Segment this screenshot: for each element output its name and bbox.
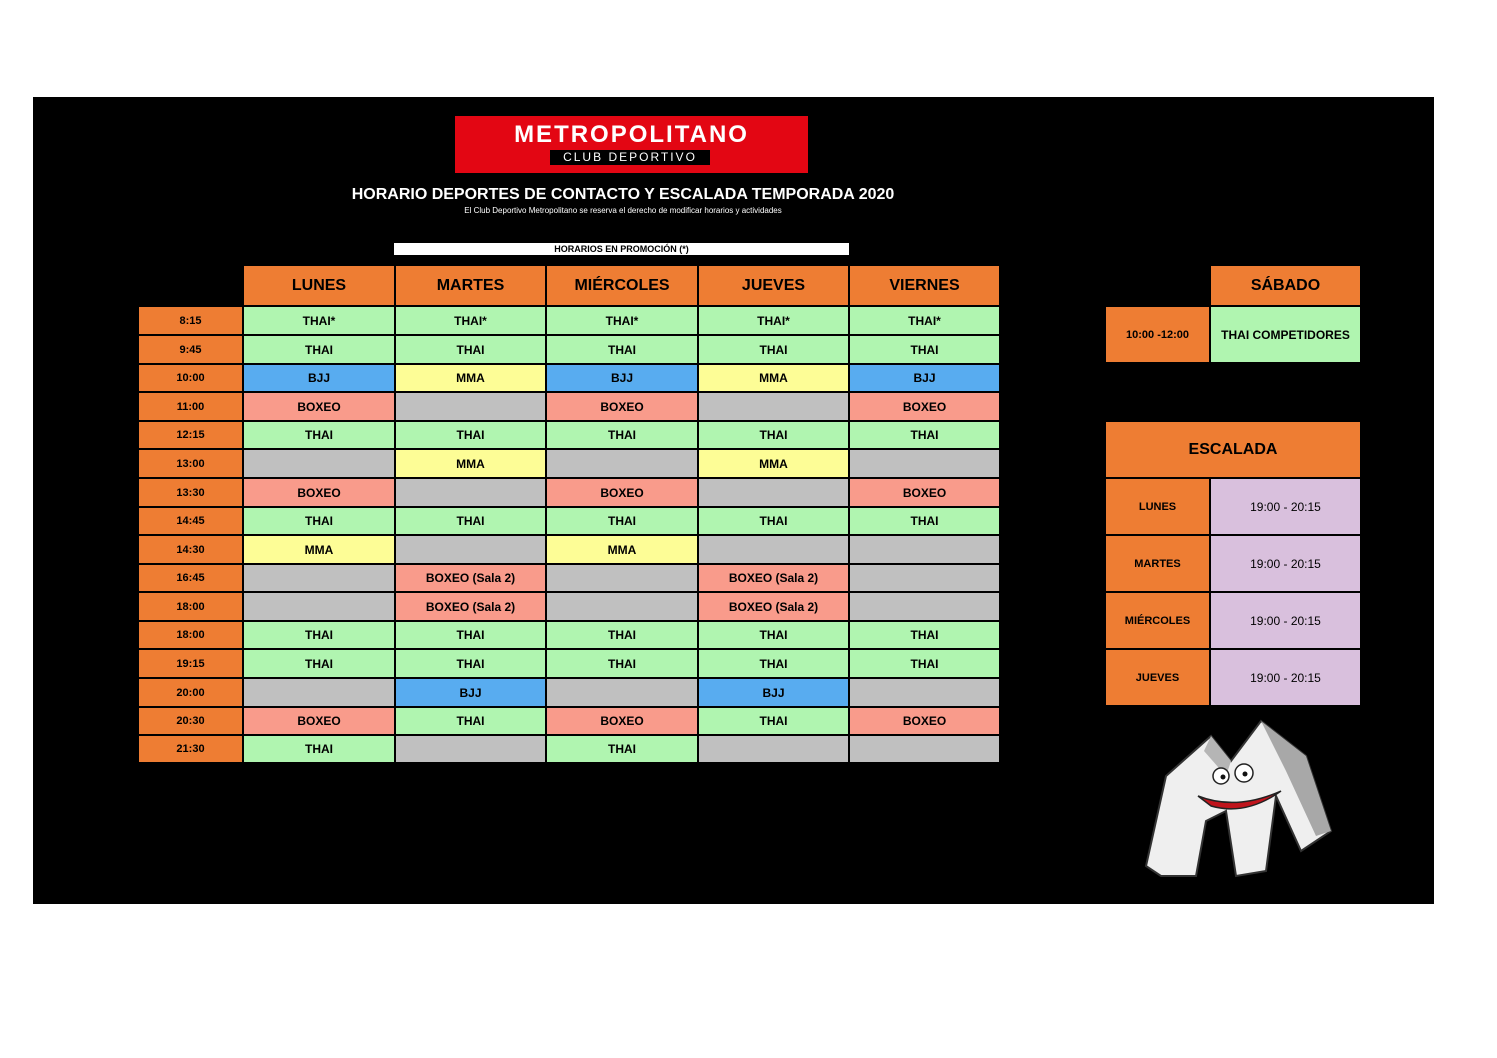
schedule-cell: THAI* <box>698 306 849 335</box>
schedule-cell: BOXEO <box>546 392 698 421</box>
saturday-header: SÁBADO <box>1210 265 1361 306</box>
day-header: VIERNES <box>849 265 1000 306</box>
schedule-cell <box>698 392 849 421</box>
day-header: MARTES <box>395 265 546 306</box>
saturday-activity: THAI COMPETIDORES <box>1210 306 1361 363</box>
escalada-day: MIÉRCOLES <box>1105 592 1210 649</box>
schedule-cell <box>849 535 1000 564</box>
schedule-cell: BJJ <box>243 364 395 392</box>
schedule-cell <box>243 449 395 478</box>
time-cell: 14:45 <box>138 507 243 535</box>
schedule-cell: BOXEO <box>849 707 1000 735</box>
time-cell: 18:00 <box>138 621 243 649</box>
promo-label: HORARIOS EN PROMOCIÓN (*) <box>394 243 849 255</box>
schedule-cell: THAI <box>243 335 395 364</box>
schedule-cell: THAI <box>849 421 1000 449</box>
schedule-cell <box>849 449 1000 478</box>
day-header: LUNES <box>243 265 395 306</box>
schedule-cell: BOXEO (Sala 2) <box>395 592 546 621</box>
day-header: MIÉRCOLES <box>546 265 698 306</box>
schedule-cell: THAI* <box>849 306 1000 335</box>
schedule-cell: BOXEO <box>546 478 698 507</box>
schedule-cell: THAI <box>546 735 698 763</box>
schedule-cell: THAI <box>698 649 849 678</box>
escalada-time: 19:00 - 20:15 <box>1210 592 1361 649</box>
schedule-cell: THAI* <box>546 306 698 335</box>
time-cell: 21:30 <box>138 735 243 763</box>
escalada-header: ESCALADA <box>1105 421 1361 478</box>
schedule-cell: BJJ <box>849 364 1000 392</box>
time-cell: 20:30 <box>138 707 243 735</box>
schedule-cell: MMA <box>698 364 849 392</box>
schedule-cell <box>395 535 546 564</box>
schedule-cell: THAI <box>849 335 1000 364</box>
schedule-cell: MMA <box>395 364 546 392</box>
schedule-cell: THAI <box>243 421 395 449</box>
time-cell: 11:00 <box>138 392 243 421</box>
schedule-cell: THAI <box>698 421 849 449</box>
time-cell: 13:30 <box>138 478 243 507</box>
schedule-cell: BJJ <box>395 678 546 707</box>
schedule-cell: MMA <box>395 449 546 478</box>
schedule-cell <box>243 678 395 707</box>
schedule-cell <box>698 735 849 763</box>
schedule-cell: THAI <box>395 649 546 678</box>
schedule-cell <box>849 592 1000 621</box>
schedule-cell: MMA <box>698 449 849 478</box>
schedule-cell: THAI <box>546 335 698 364</box>
schedule-cell: BOXEO <box>243 392 395 421</box>
schedule-cell: BOXEO <box>849 478 1000 507</box>
club-logo <box>455 116 808 173</box>
schedule-cell: BOXEO <box>243 707 395 735</box>
schedule-cell: BOXEO <box>849 392 1000 421</box>
escalada-day: JUEVES <box>1105 649 1210 706</box>
schedule-cell: THAI* <box>243 306 395 335</box>
schedule-cell: THAI <box>546 507 698 535</box>
schedule-cell: THAI <box>546 621 698 649</box>
time-cell: 20:00 <box>138 678 243 707</box>
escalada-day: MARTES <box>1105 535 1210 592</box>
time-cell: 9:45 <box>138 335 243 364</box>
schedule-cell: BOXEO (Sala 2) <box>698 592 849 621</box>
schedule-cell <box>546 592 698 621</box>
schedule-cell <box>546 678 698 707</box>
schedule-cell: THAI <box>849 621 1000 649</box>
schedule-cell: THAI <box>849 649 1000 678</box>
schedule-cell: THAI <box>395 621 546 649</box>
schedule-cell: BJJ <box>546 364 698 392</box>
time-cell: 16:45 <box>138 564 243 592</box>
mascot-illustration <box>1136 716 1350 880</box>
schedule-cell <box>698 478 849 507</box>
time-cell: 14:30 <box>138 535 243 564</box>
escalada-time: 19:00 - 20:15 <box>1210 478 1361 535</box>
schedule-cell: THAI <box>698 335 849 364</box>
schedule-cell: THAI <box>395 507 546 535</box>
escalada-time: 19:00 - 20:15 <box>1210 649 1361 706</box>
schedule-cell: THAI <box>698 507 849 535</box>
time-cell: 19:15 <box>138 649 243 678</box>
schedule-cell: THAI <box>395 707 546 735</box>
page-subtitle: El Club Deportivo Metropolitano se reserva el derecho de modificar horarios y actividades <box>464 206 782 215</box>
schedule-cell <box>849 678 1000 707</box>
schedule-cell: MMA <box>546 535 698 564</box>
time-cell: 13:00 <box>138 449 243 478</box>
day-header: JUEVES <box>698 265 849 306</box>
schedule-cell: THAI <box>243 621 395 649</box>
schedule-cell: THAI <box>243 507 395 535</box>
schedule-cell: THAI <box>849 507 1000 535</box>
schedule-cell: THAI <box>395 335 546 364</box>
schedule-cell <box>243 564 395 592</box>
schedule-cell: BJJ <box>698 678 849 707</box>
schedule-cell: THAI <box>546 649 698 678</box>
schedule-cell: BOXEO <box>546 707 698 735</box>
schedule-cell <box>243 592 395 621</box>
time-cell: 12:15 <box>138 421 243 449</box>
logo-subtitle: CLUB DEPORTIVO <box>550 150 710 165</box>
schedule-cell: BOXEO <box>243 478 395 507</box>
schedule-cell: BOXEO (Sala 2) <box>698 564 849 592</box>
schedule-cell: THAI <box>698 621 849 649</box>
escalada-time: 19:00 - 20:15 <box>1210 535 1361 592</box>
schedule-cell: THAI <box>698 707 849 735</box>
schedule-cell: THAI* <box>395 306 546 335</box>
schedule-cell <box>698 535 849 564</box>
schedule-cell <box>546 449 698 478</box>
time-cell: 18:00 <box>138 592 243 621</box>
schedule-cell: THAI <box>243 649 395 678</box>
time-cell: 10:00 <box>138 364 243 392</box>
schedule-cell: MMA <box>243 535 395 564</box>
schedule-cell: THAI <box>243 735 395 763</box>
schedule-cell: BOXEO (Sala 2) <box>395 564 546 592</box>
page-title: HORARIO DEPORTES DE CONTACTO Y ESCALADA TEMPORADA 2020 <box>351 186 895 203</box>
schedule-cell <box>849 564 1000 592</box>
escalada-day: LUNES <box>1105 478 1210 535</box>
schedule-cell <box>849 735 1000 763</box>
schedule-cell <box>395 735 546 763</box>
schedule-cell <box>395 392 546 421</box>
time-cell: 8:15 <box>138 306 243 335</box>
schedule-cell <box>546 564 698 592</box>
saturday-time: 10:00 -12:00 <box>1105 306 1210 363</box>
schedule-cell: THAI <box>395 421 546 449</box>
schedule-cell: THAI <box>546 421 698 449</box>
schedule-cell <box>395 478 546 507</box>
logo-name: METROPOLITANO <box>514 121 749 148</box>
